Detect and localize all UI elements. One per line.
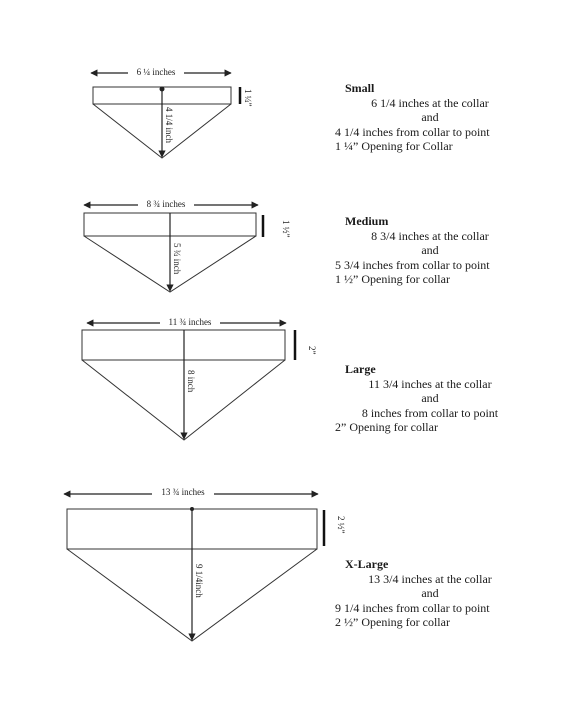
xlarge-pattern: [64, 486, 346, 641]
xlarge-title: X-Large: [345, 557, 389, 571]
large-pattern: [82, 316, 317, 440]
medium-description: [330, 214, 530, 287]
small-title: Small: [345, 81, 375, 95]
large-opening-label: 2”: [307, 346, 317, 355]
small-opening-label: 1 ¼”: [243, 89, 253, 107]
xlarge-width-label: 13 ¾ inches: [161, 487, 205, 497]
large-opening-text: 2” Opening for collar: [335, 420, 438, 435]
xlarge-depth-label: 9 1/4inch: [194, 564, 204, 598]
small-depth-label: 4 1/4 inch: [164, 107, 174, 143]
large-collar-text: 11 3/4 inches at the collar: [368, 376, 492, 391]
large-description: [330, 362, 530, 435]
small-description: [330, 81, 530, 154]
medium-width-label: 8 ¾ inches: [146, 199, 186, 209]
xlarge-description: [330, 557, 530, 630]
medium-collar-text: 8 3/4 inches at the collar: [371, 228, 489, 243]
xlarge-point-text: 9 1/4 inches from collar to point: [335, 600, 490, 615]
medium-depth-label: 5 ¾ inch: [172, 243, 182, 275]
small-collar-text: 6 1/4 inches at the collar: [371, 95, 489, 110]
medium-opening-text: 1 ½” Opening for collar: [335, 272, 450, 287]
medium-pattern: [84, 198, 291, 292]
large-point-text: 8 inches from collar to point: [361, 405, 499, 420]
large-and-text: and: [421, 391, 439, 406]
large-width-label: 11 ¾ inches: [168, 317, 212, 327]
medium-point-text: 5 3/4 inches from collar to point: [335, 257, 490, 272]
large-title: Large: [345, 362, 376, 376]
small-width-label: 6 ¼ inches: [136, 67, 176, 77]
xlarge-opening-label: 2 ½”: [336, 516, 346, 534]
small-opening-text: 1 ¼” Opening for Collar: [335, 139, 453, 154]
xlarge-collar-text: 13 3/4 inches at the collar: [368, 571, 492, 586]
small-point-text: 4 1/4 inches from collar to point: [335, 124, 490, 139]
small-and-text: and: [421, 110, 439, 125]
small-pattern: [91, 66, 253, 158]
medium-opening-label: 1 ½”: [281, 220, 291, 238]
medium-and-text: and: [421, 243, 439, 258]
medium-title: Medium: [345, 214, 389, 228]
xlarge-and-text: and: [421, 586, 439, 601]
xlarge-opening-text: 2 ½” Opening for collar: [335, 615, 450, 630]
large-depth-label: 8 inch: [186, 370, 196, 393]
